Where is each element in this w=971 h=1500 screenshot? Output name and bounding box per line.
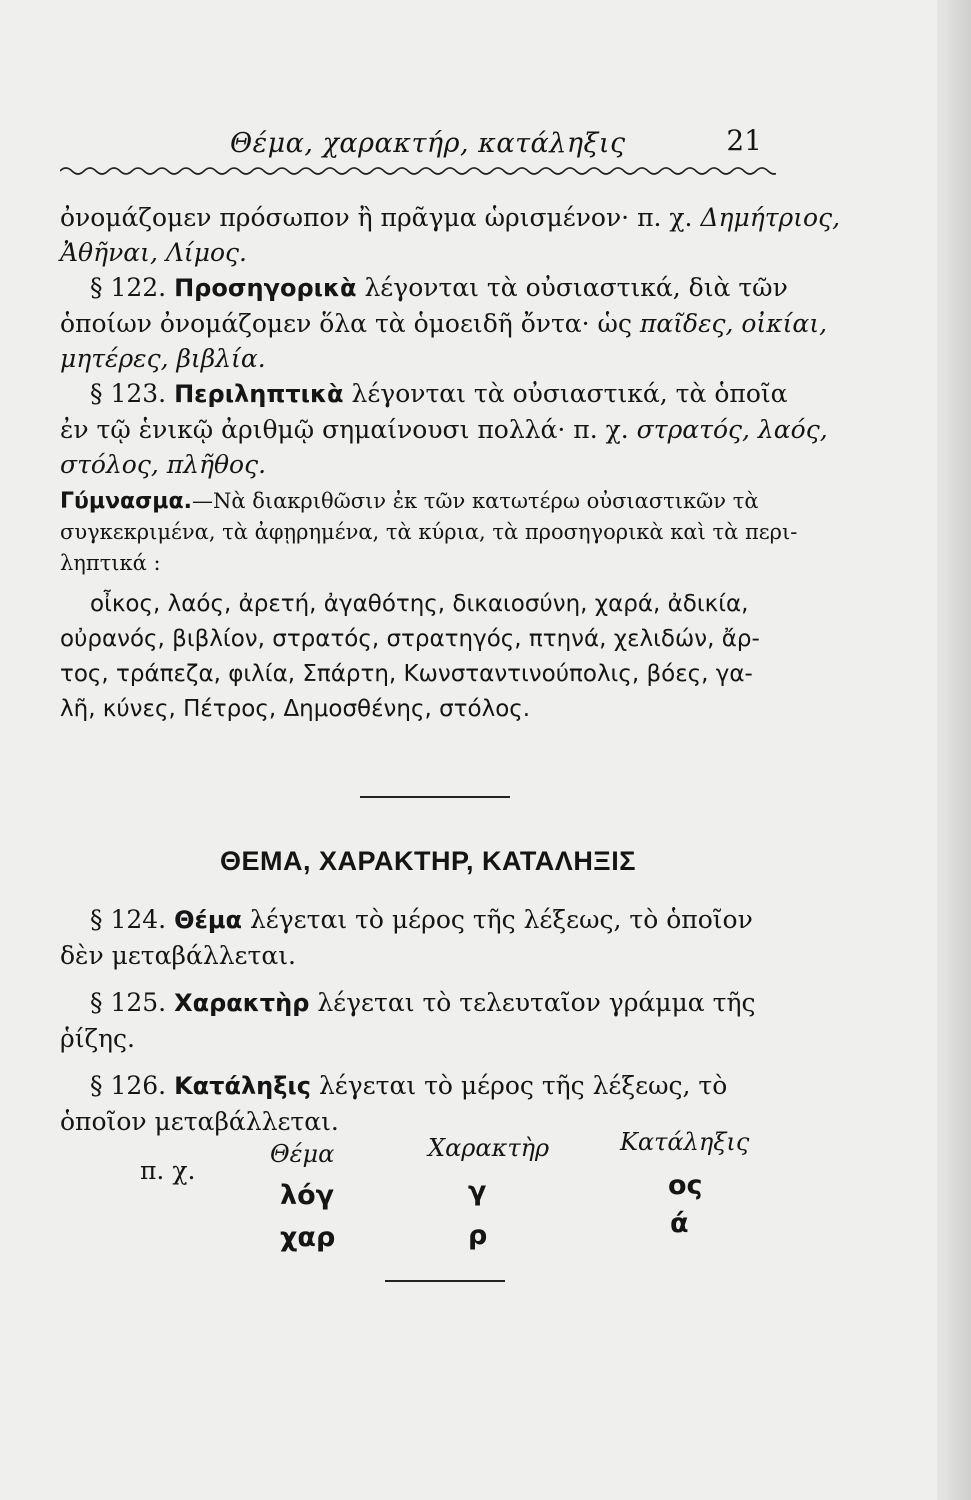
example-header: Θέμα [270, 1140, 335, 1168]
page-edge-shadow [937, 0, 971, 1500]
term-kataliksis: Κατάληξις [174, 1072, 311, 1100]
word-line: τος, τράπεζα, φιλία, Σπάρτη, Κωνσταντινούπολις, βόες, γα- [60, 661, 753, 687]
exercise-line-2: συγκεκριμένα, τὰ ἀφῃρημένα, τὰ κύρια, τὰ προσηγορικὰ καὶ τὰ περι- [60, 520, 798, 544]
word-line: οἶκος, λαός, ἀρετή, ἀγαθότης, δικαιοσύνη, χαρά, ἀδικία, [90, 591, 749, 617]
word-line: λῆ, κύνες, Πέτρος, Δημοσθένης, στόλος. [60, 696, 531, 722]
wavy-rule [60, 160, 776, 182]
exercise-line-1: Γύμνασμα.—Νὰ διακριθῶσιν ἐκ τῶν κατωτέρω οὐσιαστικῶν τὰ [60, 489, 759, 514]
example-table [60, 1128, 780, 1253]
intro-line-2: Ἀθῆναι, Λίμος. [60, 238, 247, 267]
example-cell: χαρ [280, 1222, 336, 1253]
section-heading: ΘΕΜΑ, ΧΑΡΑΚΤΗΡ, ΚΑΤΑΛΗΞΙΣ [220, 846, 636, 876]
section-123-line-3: στόλος, πλῆθος. [60, 450, 267, 479]
exercise-block [60, 486, 798, 579]
definitions-block [60, 890, 790, 1139]
example-header: Κατάληξις [620, 1128, 750, 1156]
term-gymnasma: Γύμνασμα. [60, 489, 192, 514]
example-cell: λόγ [280, 1180, 335, 1211]
intro-line-1: ὀνομάζομεν πρόσωπον ἢ πρᾶγμα ὡρισμένον· π. χ. Δημήτριος, [60, 203, 841, 232]
section-123-line-2: ἐν τῷ ἑνικῷ ἀριθμῷ σημαίνουσι πολλά· π. χ. στρατός, λαός, [60, 415, 828, 444]
section-122-line-2: ὁποίων ὀνομάζομεν ὅλα τὰ ὁμοειδῆ ὄντα· ὡς παῖδες, οἰκίαι, [60, 309, 828, 338]
section-126: § 126. Κατάληξις λέγεται τὸ μέρος τῆς λέξεως, τὸ ὁποῖον μεταβάλλεται. [60, 1071, 728, 1136]
example-cell: ρ [468, 1220, 488, 1251]
example-cell: γ [468, 1176, 487, 1207]
term-thema: Θέμα [174, 906, 242, 934]
term-prosigorika: Προσηγορικὰ [174, 274, 357, 302]
section-122-line-3: μητέρες, βιβλία. [60, 344, 266, 373]
example-label: π. χ. [140, 1156, 196, 1185]
section-122: § 122. Προσηγορικὰ λέγονται τὰ οὐσιαστικά, διὰ τῶν [90, 273, 788, 302]
section-divider [360, 796, 510, 798]
page-body [60, 200, 841, 727]
example-header: Χαρακτὴρ [428, 1134, 550, 1162]
section-125: § 125. Χαρακτὴρ λέγεται τὸ τελευταῖον γράμμα τῆς ῥίζης. [60, 988, 756, 1053]
example-cell: ά [670, 1208, 689, 1239]
section-124: § 124. Θέμα λέγεται τὸ μέρος τῆς λέξεως, τὸ ὁποῖον δὲν μεταβάλλεται. [60, 905, 753, 970]
example-cell: ος [668, 1170, 703, 1201]
running-title: Θέμα, χαρακτήρ, κατάληξις [230, 128, 626, 159]
end-divider [385, 1280, 505, 1282]
page-header [60, 112, 776, 162]
exercise-line-3: ληπτικά : [60, 551, 161, 575]
exercise-word-list [60, 587, 790, 727]
term-periliptika: Περιληπτικὰ [174, 380, 344, 408]
page-number: 21 [726, 124, 762, 157]
term-charaktir: Χαρακτὴρ [174, 989, 310, 1017]
section-123: § 123. Περιληπτικὰ λέγονται τὰ οὐσιαστικά, τὰ ὁποῖα [90, 379, 788, 408]
word-line: οὐρανός, βιβλίον, στρατός, στρατηγός, πτηνά, χελιδών, ἄρ- [60, 626, 760, 652]
